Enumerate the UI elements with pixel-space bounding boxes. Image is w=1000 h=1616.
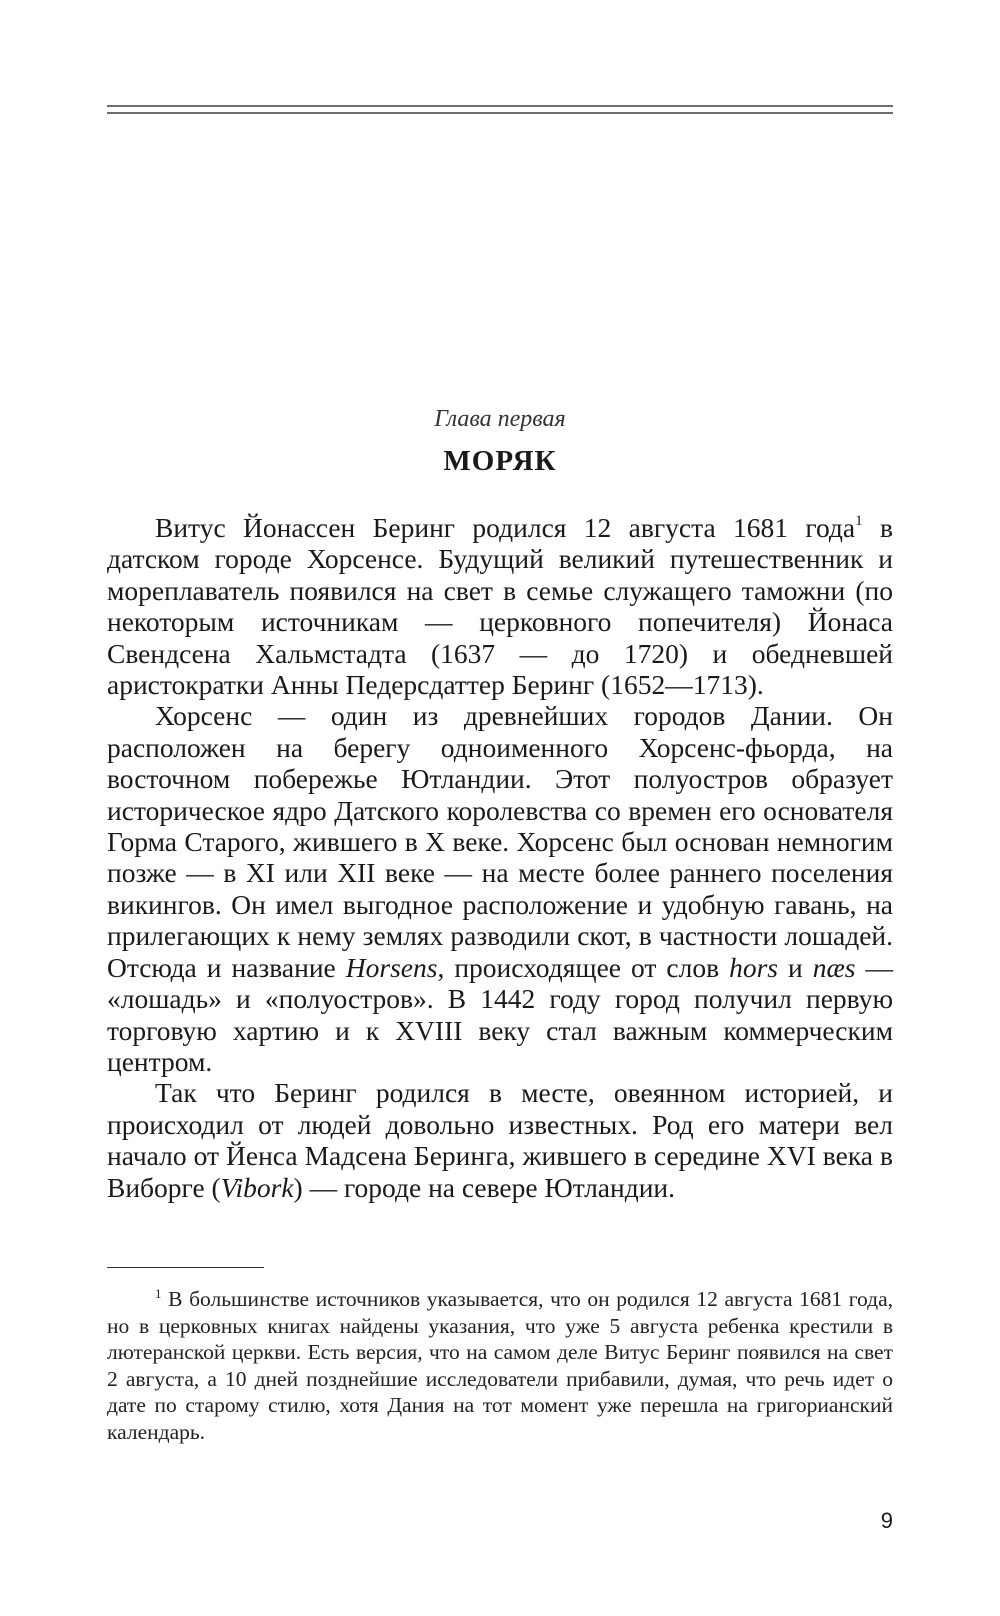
top-rule-upper [107, 105, 893, 107]
footnote-text: В большинстве источников указывается, что он родился 12 августа 1681 года, но в церковных книгах найдены указания, что уже 5 августа ребенка крестили в лютеранской церкви. Есть версия, что на самом деле Витус Беринг появился на свет 2 августа, а 10 дней позднейшие исследователи прибавили, думая, что речь идет о дате по старому стилю, хотя Дания на тот момент уже перешла на григорианский календарь. [107, 1287, 893, 1444]
paragraph-3 [107, 1077, 893, 1203]
term-vibork: Vibork [220, 1171, 294, 1203]
main-text [107, 512, 893, 1203]
footnote-ref: 1 [855, 513, 863, 529]
p2-text-a: Хорсенс — один из древнейших городов Дании. Он расположен на берегу одноименного Хорсенс-фьорда, на восточном побережье Ютландии. Этот полуостров образует историческое ядро Датского королевства со времен его основателя Горма Старого, жившего в X веке. Хорсенс был основан немногим позже — в XI или XII веке — на месте более раннего поселения викингов. Он имел выгодное расположение и удобную гавань, на прилегающих к нему землях разводили скот, в частности лошадей. Отсюда и название [107, 700, 893, 983]
p3-text-a: Так что Беринг родился в месте, овеянном историей, и происходил от людей довольно известных. Род его матери вел начало от Йенса Мадсена Беринга, жившего в середине XVI века в Виборге ( [107, 1077, 893, 1203]
paragraph-2 [107, 700, 893, 1077]
chapter-title: МОРЯК [443, 445, 557, 477]
term-hors: hors [729, 951, 778, 983]
p1-text-b: в датском городе Хорсенсе. Будущий великий путешественник и мореплаватель появился на свет в семье служащего таможни (по некоторым источникам — церковного попечителя) Йонаса Свендсена Хальмстадта (1637 — до 1720) и обедневшей аристократки Анны Педерсдаттер Беринг (1652—1713). [107, 512, 893, 701]
top-rule-lower [107, 112, 893, 114]
p2-text-b: , происходящее от слов [437, 951, 730, 983]
footnote-separator [107, 1267, 264, 1268]
paragraph-1 [107, 512, 893, 700]
term-horsens: Horsens [345, 951, 438, 983]
p3-text-b: ) — городе на севере Ютландии. [293, 1171, 676, 1203]
p1-text-a: Витус Йонассен Беринг родился 12 августа 1681 года [155, 512, 856, 543]
p2-text-c: и [777, 951, 813, 983]
footnote [107, 1286, 893, 1445]
chapter-label: Глава первая [434, 406, 566, 432]
footnote-marker: 1 [155, 1286, 162, 1301]
p2-text-d: — «лошадь» и «полуостров». В 1442 году город получил первую торговую хартию и к XVIII веку стал важным коммерческим центром. [107, 951, 894, 1077]
term-naes: næs [812, 951, 856, 983]
page-number: 9 [880, 1508, 893, 1533]
